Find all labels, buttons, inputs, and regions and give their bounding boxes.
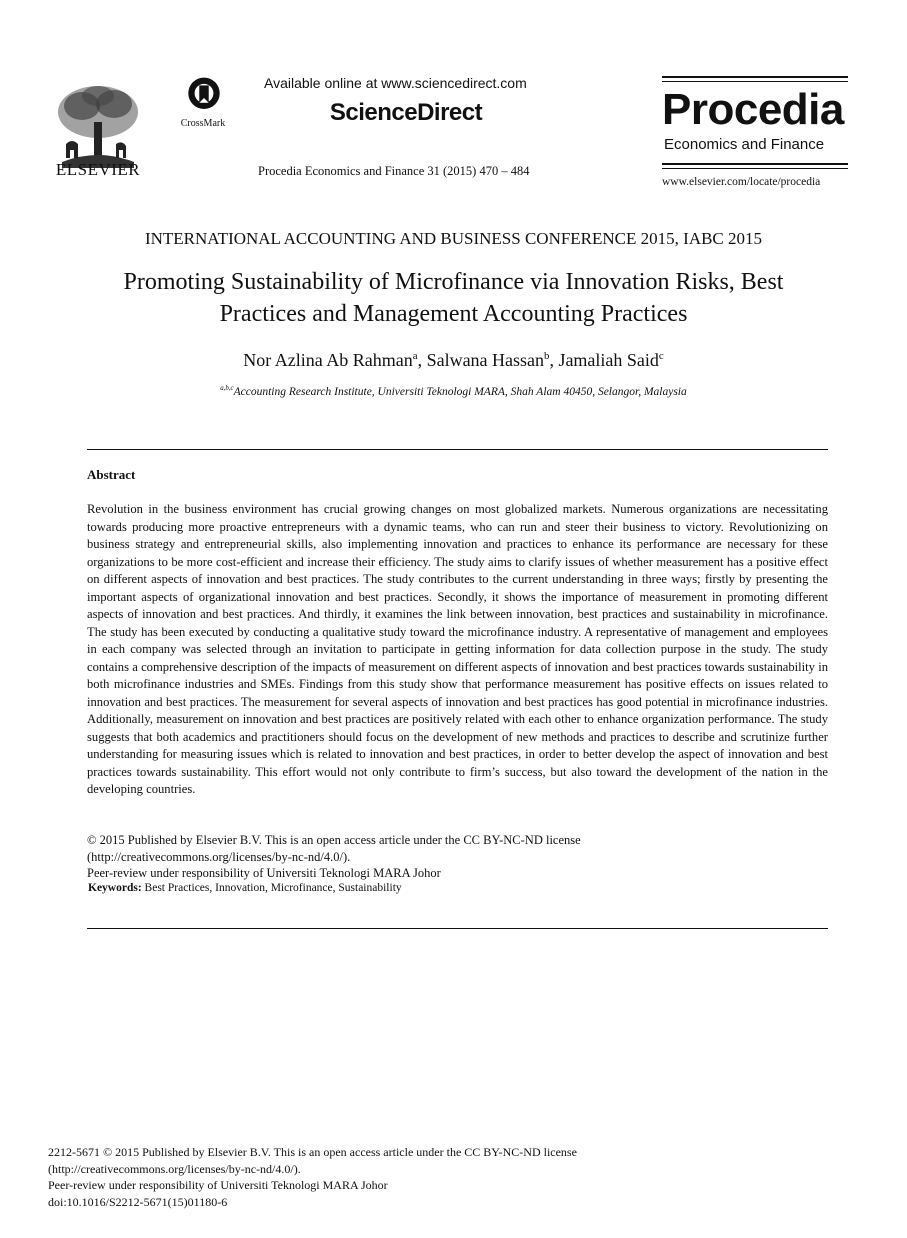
author-name: Jamaliah Said [558, 350, 659, 370]
keywords [88, 882, 829, 894]
license-link[interactable]: (http://creativecommons.org/licenses/by-nc-nd/4.0/). [87, 849, 351, 864]
page-footer [48, 1144, 848, 1210]
author-name: Salwana Hassan [426, 350, 545, 370]
author-affiliation-mark: a [412, 350, 418, 362]
title-line: Promoting Sustainability of Microfinance via Innovation Risks, Best [123, 269, 784, 295]
keywords-list: Best Practices, Innovation, Microfinance, Sustainability [144, 882, 402, 894]
footer-doi[interactable]: doi:10.1016/S2212-5671(15)01180-6 [48, 1194, 228, 1209]
procedia-rule [662, 81, 848, 82]
author-affiliation-mark: c [658, 350, 664, 362]
abstract-paragraph: Revolution in the business environment has crucial growing changes on most globalized markets. Numerous organizations are necessitating towards producing more proactive entrepreneurs with a dynamic teams, who can run and steer their business to victory. Revolutionizing on business strategy and entrepreneurial skills, also implementing innovation and practices to enhance its performance are necessary for these organizations to be more cost-efficient and increase their efficiency. The study aims to clarify issues of whether measurement has a positive effect on different aspects of innovation and best practices. The study contributes to the current understanding in three ways; firstly by presenting the important aspects of organizational innovation and best practices. Secondly, it shows the importance of measurement in promoting different aspects of innovation and best practices. And thirdly, it examines the link between innovation, best practices and sustainability in microfinance. The study has been executed by conducting a qualitative study toward the microfinance industry. A representative of management and employees in each company was selected through an invitation to participate in getting information for data collection purpose in the study. The study contains a comprehensive description of the impacts of measurement on different aspects of innovation and best practices towards sustainability in both microfinance industries and SMEs. Findings from this study show that performance measurement has positive effects on issues related to innovation and best practices. The measurement for several aspects of innovation and best practices has good potential in microfinance industries. Additionally, measurement on innovation and best practices are positively related with each other to enhance organization performance. The study suggests that both academics and practitioners should focus on the development of new methods and practices to describe and scrutinize further understanding for measuring issues which is related to innovation and best practices, in order to better develop the aspect of innovation and best practices towards sustainability. This effort would not only contribute to firm’s success, but also toward the development of the nation in the developing countries. [87, 502, 828, 796]
footer-peer-review: Peer-review under responsibility of Universiti Teknologi MARA Johor [48, 1178, 388, 1192]
section-divider [87, 449, 828, 450]
procedia-url-link[interactable]: www.elsevier.com/locate/procedia [662, 176, 821, 188]
author-affiliation-mark: b [544, 350, 550, 362]
available-online-text[interactable]: Available online at www.sciencedirect.com [264, 75, 527, 91]
keywords-label: Keywords: [88, 882, 142, 894]
affiliation-mark: a,b,c [220, 385, 234, 393]
conference-name: INTERNATIONAL ACCOUNTING AND BUSINESS CONFERENCE 2015, IABC 2015 [144, 229, 763, 248]
elsevier-wordmark: ELSEVIER [55, 160, 141, 179]
title-line: Practices and Management Accounting Practices [219, 301, 688, 327]
crossmark-icon[interactable] [176, 76, 232, 120]
procedia-rule [662, 163, 848, 165]
peer-review-line: Peer-review under responsibility of Universiti Teknologi MARA Johor [87, 866, 441, 880]
author-separator: , [417, 350, 427, 370]
author-name: Nor Azlina Ab Rahman [243, 350, 413, 370]
procedia-rule [662, 168, 848, 169]
crossmark-label: CrossMark [180, 118, 226, 129]
paper-title [60, 266, 847, 330]
license-statement [87, 832, 828, 882]
sciencedirect-wordmark: ScienceDirect [329, 99, 483, 126]
procedia-rule [662, 76, 848, 78]
license-line: © 2015 Published by Elsevier B.V. This is an open access article under the CC BY-NC-ND license [87, 833, 581, 847]
procedia-subtitle: Economics and Finance [664, 136, 825, 153]
abstract-heading: Abstract [87, 467, 136, 482]
section-divider [87, 928, 828, 929]
journal-reference: Procedia Economics and Finance 31 (2015) 470 – 484 [258, 164, 530, 178]
author-list [60, 350, 847, 371]
abstract-body [87, 501, 828, 799]
procedia-wordmark: Procedia [662, 85, 844, 134]
affiliation-text: Accounting Research Institute, Universiti Teknologi MARA, Shah Alam 40450, Selangor, Malaysia [233, 386, 687, 398]
footer-issn-license: 2212-5671 © 2015 Published by Elsevier B.V. This is an open access article under the CC BY-NC-ND license [48, 1145, 577, 1159]
footer-license-link[interactable]: (http://creativecommons.org/licenses/by-nc-nd/4.0/). [48, 1161, 301, 1176]
affiliation [60, 386, 847, 398]
author-separator: , [549, 350, 559, 370]
